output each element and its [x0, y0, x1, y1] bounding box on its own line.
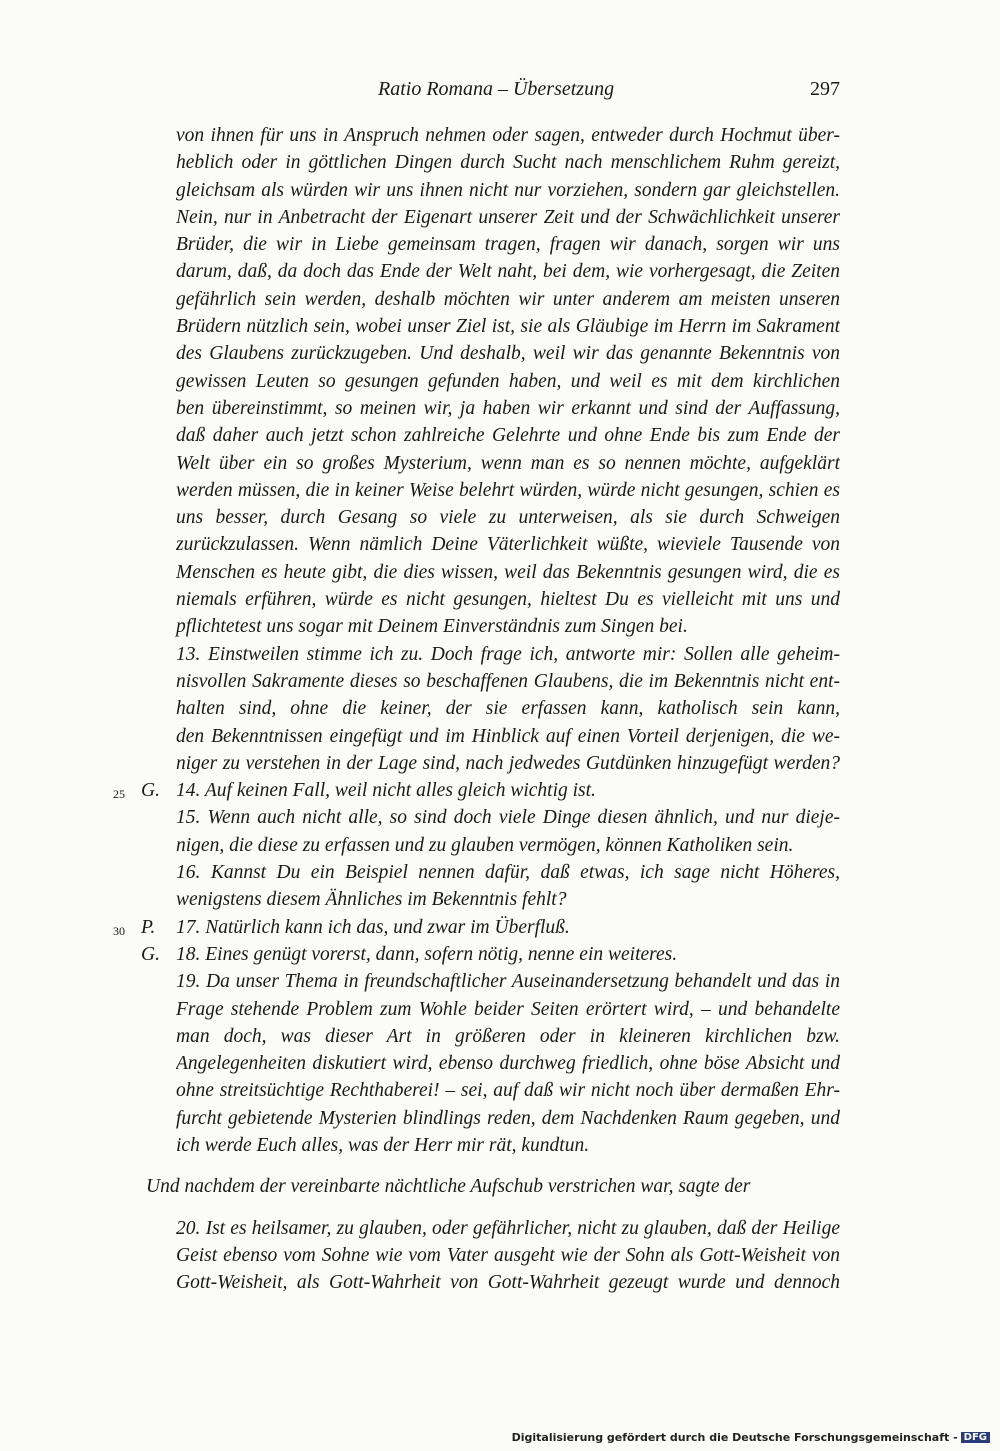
- speaker-label: G.: [141, 943, 160, 965]
- text-line: [113, 777, 840, 804]
- text-line: [176, 750, 840, 777]
- line-text: ben übereinstimmt, so meinen wir, ja haben wir erkannt und sind der Auffassung,: [176, 397, 840, 419]
- body-text: [113, 122, 840, 1296]
- spacer: [176, 1201, 840, 1215]
- line-text: Frage stehende Problem zum Wohle beider Seiten erörtert wird, – und behandelte: [176, 998, 840, 1020]
- text-line: [176, 1132, 840, 1159]
- dfg-logo: DFG: [961, 1432, 990, 1443]
- line-text: Angelegenheiten diskutiert wird, ebenso durchweg friedlich, ohne böse Absicht und: [176, 1053, 840, 1075]
- line-text: des Glaubens zurückzugeben. Und deshalb, weil wir das genannte Bekenntnis von: [176, 343, 840, 365]
- page-number: 297: [810, 78, 840, 100]
- text-line: [176, 1023, 840, 1050]
- text-line: [176, 450, 840, 477]
- line-text: nigen, die diese zu erfassen und zu glauben vermögen, können Katholiken sein.: [176, 834, 794, 856]
- line-text: Brüdern nützlich sein, wobei unser Ziel ist, sie als Gläubige im Herrn im Sakrament: [176, 316, 840, 338]
- text-line: [176, 996, 840, 1023]
- line-text: 18. Eines genügt vorerst, dann, sofern nötig, nenne ein weiteres.: [176, 943, 678, 965]
- speaker-label: P.: [141, 916, 156, 938]
- line-number: 25: [113, 787, 125, 802]
- line-text: gleichsam als würden wir uns ihnen nicht nur vorziehen, sondern gar gleichstellen.: [176, 179, 840, 201]
- text-line: [176, 395, 840, 422]
- line-text: Brüder, die wir in Liebe gemeinsam tragen, fragen wir danach, sorgen wir uns: [176, 234, 840, 256]
- line-text: uns besser, durch Gesang so viele zu unterweisen, als sie durch Schweigen: [176, 507, 840, 529]
- text-line: [176, 1269, 840, 1296]
- text-line: [176, 368, 840, 395]
- line-text: wenigstens diesem Ähnliches im Bekenntnis fehlt?: [176, 889, 567, 911]
- text-line: [176, 531, 840, 558]
- text-line: [176, 422, 840, 449]
- text-line: [176, 1077, 840, 1104]
- line-text: Geist ebenso vom Sohne wie vom Vater ausgeht wie der Sohn als Gott-Weisheit von: [176, 1244, 840, 1266]
- text-line: [176, 122, 840, 149]
- line-text: 15. Wenn auch nicht alle, so sind doch viele Dinge diesen ähnlich, und nur dieje-: [176, 807, 840, 829]
- line-text: 19. Da unser Thema in freundschaftlicher Auseinandersetzung behandelt und das in: [176, 971, 840, 993]
- text-line: [176, 231, 840, 258]
- line-text: darum, daß, da doch das Ende der Welt naht, bei dem, wie vorhergesagt, die Zeiten: [176, 261, 840, 283]
- line-text: heblich oder in göttlichen Dingen durch Sucht nach menschlichem Ruhm gereizt,: [176, 152, 840, 174]
- text-line: [176, 313, 840, 340]
- text-line: [176, 258, 840, 285]
- running-title: Ratio Romana – Übersetzung: [378, 78, 615, 100]
- text-line: [141, 941, 840, 968]
- line-text: den Bekenntnissen eingefügt und im Hinblick auf einen Vorteil derjenigen, die we-: [176, 725, 840, 747]
- speaker-label: G.: [141, 780, 160, 802]
- line-text: ich werde Euch alles, was der Herr mir rät, kundtun.: [176, 1134, 590, 1156]
- text-line: [176, 477, 840, 504]
- line-text: 14. Auf keinen Fall, weil nicht alles gleich wichtig ist.: [176, 780, 596, 802]
- text-line: [176, 204, 840, 231]
- line-number: 30: [113, 923, 125, 938]
- text-line: [176, 1105, 840, 1132]
- line-text: furcht gebietende Mysterien blindlings reden, dem Nachdenken Raum gegeben, und: [176, 1107, 840, 1129]
- line-text: niemals erführen, würde es nicht gesungen, hieltest Du es vielleicht mit uns und: [176, 589, 840, 611]
- text-line: [176, 149, 840, 176]
- line-text: von ihnen für uns in Anspruch nehmen oder sagen, entweder durch Hochmut über-: [176, 125, 840, 146]
- line-text: Menschen es heute gibt, die dies wissen, weil das Bekenntnis gesungen wird, die es: [176, 561, 840, 583]
- text-line: [176, 177, 840, 204]
- line-text: gewissen Leuten so gesungen gefunden haben, und weil es mit dem kirchlichen: [176, 370, 840, 392]
- continuation-lines: [176, 1215, 840, 1297]
- line-text: 13. Einstweilen stimme ich zu. Doch frage ich, antworte mir: Sollen alle geheim-: [176, 643, 840, 665]
- text-line: [176, 1215, 840, 1242]
- line-text: Gott-Weisheit, als Gott-Wahrheit von Gott-Wahrheit gezeugt wurde und dennoch: [176, 1272, 840, 1294]
- narrative-line: [146, 1173, 840, 1200]
- text-line: [176, 559, 840, 586]
- line-text: 17. Natürlich kann ich das, und zwar im Überfluß.: [176, 916, 570, 938]
- footer: [512, 1431, 990, 1444]
- text-line: [176, 340, 840, 367]
- line-text: halten sind, ohne die keiner, der sie erfassen kann, katholisch sein kann,: [176, 698, 840, 720]
- text-line: [176, 695, 840, 722]
- main-lines: [113, 122, 840, 1159]
- text-line: [176, 859, 840, 886]
- footer-text: Digitalisierung gefördert durch die Deutsche Forschungsgemeinschaft -: [511, 1431, 958, 1444]
- line-text: man doch, was dieser Art in größeren oder in kleineren kirchlichen bzw.: [176, 1025, 840, 1047]
- text-line: [113, 914, 840, 941]
- text-line: [176, 804, 840, 831]
- text-line: [176, 886, 840, 913]
- line-text: niger zu verstehen in der Lage sind, nach jedwedes Gutdünken hinzugefügt werden?: [176, 752, 840, 774]
- line-text: daß daher auch jetzt schon zahlreiche Gelehrte und ohne Ende bis zum Ende der: [176, 425, 840, 447]
- line-text: 20. Ist es heilsamer, zu glauben, oder gefährlicher, nicht zu glauben, daß der Heilige: [176, 1217, 840, 1239]
- text-line: [176, 641, 840, 668]
- text-line: [176, 504, 840, 531]
- line-text: ohne streitsüchtige Rechthaberei! – sei, auf daß wir nicht noch über dermaßen Ehr-: [176, 1080, 840, 1102]
- line-text: pflichtetest uns sogar mit Deinem Einverständnis zum Singen bei.: [176, 616, 688, 638]
- line-text: Welt über ein so großes Mysterium, wenn man es so nennen möchte, aufgeklärt: [176, 452, 840, 474]
- narrative-text: Und nachdem der vereinbarte nächtliche Aufschub verstrichen war, sagte der: [146, 1176, 751, 1198]
- line-text: 16. Kannst Du ein Beispiel nennen dafür, daß etwas, ich sage nicht Höheres,: [176, 862, 840, 884]
- text-line: [176, 613, 840, 640]
- text-line: [176, 968, 840, 995]
- text-line: [176, 668, 840, 695]
- line-text: nisvollen Sakramente dieses so beschaffenen Glaubens, die im Bekenntnis nicht ent-: [176, 670, 840, 692]
- text-line: [176, 832, 840, 859]
- text-line: [176, 286, 840, 313]
- line-text: Nein, nur in Anbetracht der Eigenart unserer Zeit und der Schwächlichkeit unserer: [176, 206, 840, 228]
- text-line: [176, 1242, 840, 1269]
- text-line: [176, 723, 840, 750]
- text-line: [176, 586, 840, 613]
- line-text: gefährlich sein werden, deshalb möchten wir unter anderem am meisten unseren: [176, 288, 840, 310]
- text-line: [176, 1050, 840, 1077]
- page-header: [0, 78, 1000, 108]
- line-text: werden müssen, die in keiner Weise belehrt würden, würde nicht gesungen, schien es: [176, 479, 840, 501]
- line-text: zurückzulassen. Wenn nämlich Deine Väterlichkeit wüßte, wieviele Tausende von: [176, 534, 840, 556]
- spacer: [176, 1159, 840, 1173]
